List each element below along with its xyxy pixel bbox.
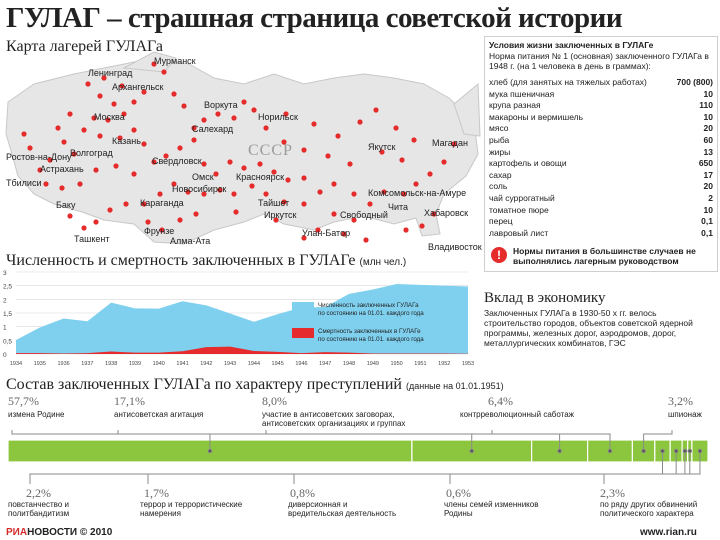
gulag-map bbox=[4, 44, 482, 254]
camp-marker bbox=[441, 159, 446, 164]
top-pct-2: 8,0% bbox=[262, 394, 287, 408]
x-tick-label: 1952 bbox=[438, 361, 451, 367]
leader-dot bbox=[208, 449, 212, 453]
x-tick-label: 1948 bbox=[342, 361, 356, 367]
camp-marker bbox=[231, 115, 236, 120]
leader-dot bbox=[698, 449, 702, 453]
x-tick-label: 1947 bbox=[319, 361, 332, 367]
ration-item: лавровый лист bbox=[489, 227, 549, 238]
footer-url[interactable]: www.rian.ru bbox=[640, 527, 697, 538]
x-tick-label: 1941 bbox=[176, 361, 189, 367]
camp-marker bbox=[97, 93, 102, 98]
ration-value: 10 bbox=[703, 111, 713, 122]
bottom-label-3: члены семей изменников Родины bbox=[444, 500, 539, 518]
camp-marker bbox=[311, 121, 316, 126]
logo-novosti: НОВОСТИ bbox=[27, 527, 78, 538]
camp-marker bbox=[59, 185, 64, 190]
camp-marker bbox=[107, 207, 112, 212]
bottom-label-0: повстанчество и политбандитизм bbox=[8, 500, 70, 518]
camp-marker bbox=[249, 183, 254, 188]
camp-marker bbox=[85, 81, 90, 86]
camp-marker bbox=[201, 117, 206, 122]
top-pct-4: 3,2% bbox=[668, 394, 693, 408]
camp-marker bbox=[251, 107, 256, 112]
city-label: Фрунзе bbox=[144, 226, 175, 236]
camp-marker bbox=[403, 227, 408, 232]
camp-marker bbox=[193, 211, 198, 216]
ration-item: хлеб (для занятых на тяжелых работах) bbox=[489, 77, 647, 87]
ration-value: 17 bbox=[703, 169, 713, 180]
city-label: Новосибирск bbox=[172, 184, 227, 194]
bottom-label-2: диверсионная и вредительская деятельность bbox=[288, 500, 397, 518]
top-label-2: участие в антисоветских заговорах, антисоветских организациях и группах bbox=[262, 410, 406, 428]
city-label: Архангельск bbox=[112, 82, 164, 92]
city-label: Комсомольск-на-Амуре bbox=[368, 188, 467, 198]
ration-row bbox=[489, 112, 713, 122]
leader-line bbox=[148, 451, 676, 484]
camp-marker bbox=[131, 99, 136, 104]
camp-marker bbox=[263, 125, 268, 130]
ration-value: 700 (800) bbox=[676, 77, 713, 87]
camp-marker bbox=[335, 133, 340, 138]
leader-dot bbox=[558, 449, 562, 453]
camp-marker bbox=[317, 189, 322, 194]
x-tick-label: 1953 bbox=[461, 361, 475, 367]
camp-marker bbox=[393, 125, 398, 130]
x-tick-label: 1937 bbox=[81, 361, 94, 367]
ration-row bbox=[489, 158, 713, 168]
ussr-label: СССР bbox=[248, 142, 293, 159]
footer-logo bbox=[6, 527, 112, 538]
leader-line bbox=[266, 430, 560, 451]
ration-value: 10 bbox=[703, 204, 713, 215]
ration-item: жиры bbox=[489, 146, 511, 157]
camp-marker bbox=[227, 159, 232, 164]
x-tick-label: 1942 bbox=[200, 361, 213, 367]
x-tick-label: 1945 bbox=[271, 361, 284, 367]
camp-marker bbox=[93, 167, 98, 172]
ration-value: 10 bbox=[703, 88, 713, 99]
camp-marker bbox=[93, 219, 98, 224]
camp-marker bbox=[427, 171, 432, 176]
economy-title: Вклад в экономику bbox=[484, 290, 606, 306]
camp-marker bbox=[145, 219, 150, 224]
camp-marker bbox=[367, 201, 372, 206]
leader-dot bbox=[688, 449, 692, 453]
leader-dot bbox=[642, 449, 646, 453]
city-label: Астрахань bbox=[40, 164, 84, 174]
camp-marker bbox=[81, 127, 86, 132]
camp-marker bbox=[123, 201, 128, 206]
legend-label: Численность заключенных ГУЛАГа bbox=[318, 302, 419, 309]
top-label-4: шпионаж bbox=[668, 410, 702, 419]
ration-item: мука пшеничная bbox=[489, 88, 555, 99]
top-label-3: контрреволюционный саботаж bbox=[460, 410, 575, 419]
camp-marker bbox=[141, 141, 146, 146]
legend-swatch bbox=[292, 302, 314, 312]
city-label: Якутск bbox=[368, 142, 396, 152]
y-tick-label: 3 bbox=[3, 270, 7, 277]
ration-row bbox=[489, 123, 713, 133]
panel-heading: Условия жизни заключенных в ГУЛАГе bbox=[489, 40, 654, 50]
camp-marker bbox=[331, 181, 336, 186]
warning-icon: ! bbox=[491, 247, 507, 263]
camp-marker bbox=[257, 161, 262, 166]
camp-marker bbox=[177, 145, 182, 150]
y-tick-label: 0,5 bbox=[3, 338, 13, 346]
ration-row bbox=[489, 228, 713, 238]
x-tick-label: 1943 bbox=[223, 361, 237, 367]
camp-marker bbox=[21, 131, 26, 136]
x-tick-label: 1951 bbox=[414, 361, 427, 367]
leader-line bbox=[30, 451, 663, 484]
ration-row bbox=[489, 135, 713, 145]
camp-marker bbox=[67, 213, 72, 218]
top-pct-0: 57,7% bbox=[8, 394, 39, 408]
ration-value: 20 bbox=[703, 123, 713, 134]
camp-marker bbox=[215, 111, 220, 116]
camp-marker bbox=[67, 111, 72, 116]
population-chart-svg bbox=[2, 268, 475, 368]
bottom-pct-3: 0,6% bbox=[446, 486, 471, 500]
camp-marker bbox=[81, 225, 86, 230]
x-tick-label: 1936 bbox=[57, 361, 70, 367]
camp-marker bbox=[97, 133, 102, 138]
city-label: Ростов-на-Дону bbox=[6, 152, 72, 162]
bottom-pct-4: 2,3% bbox=[600, 486, 625, 500]
camp-marker bbox=[233, 209, 238, 214]
camp-marker bbox=[131, 127, 136, 132]
camp-marker bbox=[161, 69, 166, 74]
ration-value: 650 bbox=[698, 158, 713, 169]
ration-row bbox=[489, 77, 713, 87]
camp-marker bbox=[241, 165, 246, 170]
camp-marker bbox=[157, 191, 162, 196]
city-label: Баку bbox=[56, 200, 76, 210]
ration-value: 60 bbox=[703, 135, 713, 145]
city-label: Иркутск bbox=[264, 210, 297, 220]
city-label: Мурманск bbox=[154, 56, 196, 66]
ration-item: сахар bbox=[489, 169, 512, 180]
camp-marker bbox=[301, 175, 306, 180]
ration-value: 20 bbox=[703, 181, 713, 192]
city-label: Омск bbox=[192, 172, 214, 182]
leader-line bbox=[12, 430, 210, 451]
city-label: Свердловск bbox=[152, 156, 202, 166]
camp-marker bbox=[285, 177, 290, 182]
population-unit: (млн чел.) bbox=[359, 257, 407, 268]
ration-row bbox=[489, 193, 713, 203]
city-label: Красноярск bbox=[236, 172, 285, 182]
page-title: ГУЛАГ – страшная страница советской истории bbox=[6, 2, 623, 34]
population-chart bbox=[2, 268, 475, 368]
x-tick-label: 1944 bbox=[247, 361, 261, 367]
leader-line bbox=[604, 451, 700, 484]
bottom-label-4: по ряду других обвинений политического характера bbox=[600, 500, 698, 518]
camp-marker bbox=[399, 157, 404, 162]
ration-row bbox=[489, 100, 713, 110]
city-label: Ташкент bbox=[74, 234, 110, 244]
ration-item: крупа разная bbox=[489, 100, 541, 111]
bottom-label-1: террор и террористические намерения bbox=[140, 500, 243, 518]
legend-label: по состоянию на 01.01. каждого года bbox=[318, 336, 424, 343]
leader-line bbox=[644, 430, 672, 451]
city-label: Улан-Батор bbox=[302, 228, 351, 238]
camp-marker bbox=[357, 119, 362, 124]
ration-row bbox=[489, 181, 713, 191]
x-tick-label: 1938 bbox=[105, 361, 118, 367]
leader-line bbox=[118, 430, 472, 451]
camp-marker bbox=[411, 137, 416, 142]
leader-dot bbox=[661, 449, 665, 453]
camp-marker bbox=[363, 237, 368, 242]
city-label: Владивосток bbox=[428, 242, 482, 252]
camp-marker bbox=[113, 163, 118, 168]
camp-marker bbox=[181, 103, 186, 108]
camp-marker bbox=[231, 191, 236, 196]
camp-marker bbox=[419, 223, 424, 228]
ration-row bbox=[489, 205, 713, 215]
camp-marker bbox=[171, 91, 176, 96]
leader-line bbox=[294, 451, 685, 484]
ration-item: картофель и овощи bbox=[489, 158, 567, 169]
camp-marker bbox=[201, 161, 206, 166]
population-title-text: Численность и смертность заключенных в ГУЛАГе bbox=[6, 252, 356, 269]
city-label: Ленинград bbox=[88, 68, 133, 78]
city-label: Воркута bbox=[204, 100, 238, 110]
ration-value: 0,1 bbox=[701, 227, 713, 238]
camp-marker bbox=[301, 201, 306, 206]
ration-item: чай суррогатный bbox=[489, 193, 555, 203]
x-tick-label: 1939 bbox=[128, 361, 142, 367]
ration-item: томатное пюре bbox=[489, 204, 549, 215]
city-label: Тайшет bbox=[258, 198, 290, 208]
city-label: Салехард bbox=[192, 124, 234, 134]
ration-value: 2 bbox=[708, 193, 713, 203]
top-label-0: измена Родине bbox=[8, 410, 65, 419]
economy-text: Заключенных ГУЛАГа в 1930-50 х гг. велось строительство городов, объектов советской ядерной программы, железных дорог, аэродромов, дорог, металлургических комбинатов, ГЭС bbox=[484, 308, 693, 348]
camp-marker bbox=[177, 217, 182, 222]
camp-marker bbox=[111, 101, 116, 106]
camp-marker bbox=[191, 137, 196, 142]
x-tick-label: 1946 bbox=[295, 361, 308, 367]
bottom-pct-0: 2,2% bbox=[26, 486, 51, 500]
composition-subtitle: (данные на 01.01.1951) bbox=[405, 381, 504, 391]
x-tick-label: 1934 bbox=[9, 361, 23, 367]
ration-row bbox=[489, 216, 713, 226]
bottom-pct-1: 1,7% bbox=[144, 486, 169, 500]
camp-marker bbox=[27, 145, 32, 150]
camp-marker bbox=[241, 99, 246, 104]
panel-subheading: Норма питания № 1 (основная) заключенного ГУЛАГа в 1948 г. (на 1 человека в день в граммах): bbox=[489, 51, 709, 71]
camp-marker bbox=[325, 153, 330, 158]
x-tick-label: 1940 bbox=[152, 361, 165, 367]
camp-marker bbox=[43, 181, 48, 186]
legend-swatch bbox=[292, 328, 314, 338]
leader-dot bbox=[683, 449, 687, 453]
city-label: Магадан bbox=[432, 138, 468, 148]
city-label: Волгоград bbox=[70, 148, 113, 158]
camp-marker bbox=[263, 191, 268, 196]
ration-item: рыба bbox=[489, 135, 510, 145]
logo-ria: РИА bbox=[6, 527, 28, 538]
camp-marker bbox=[413, 181, 418, 186]
city-label: Тбилиси bbox=[6, 178, 42, 188]
camp-marker bbox=[77, 181, 82, 186]
camp-marker bbox=[301, 147, 306, 152]
leader-line bbox=[492, 430, 610, 451]
warning-text: Нормы питания в большинстве случаев не выполнялись лагерным руководством bbox=[513, 246, 696, 266]
ration-row bbox=[489, 147, 713, 157]
camp-marker bbox=[351, 191, 356, 196]
legend-label: Смертность заключенных в ГУЛАГе bbox=[318, 328, 421, 335]
leader-line bbox=[450, 451, 690, 484]
copyright: © 2010 bbox=[79, 527, 113, 538]
ration-value: 0,1 bbox=[701, 216, 713, 227]
city-label: Хабаровск bbox=[424, 208, 469, 218]
city-label: Москва bbox=[94, 112, 125, 122]
camp-marker bbox=[61, 139, 66, 144]
living-conditions-panel bbox=[484, 36, 718, 272]
ration-value: 13 bbox=[703, 146, 713, 157]
y-tick-label: 1,5 bbox=[3, 311, 13, 318]
legend-label: по состоянию на 01.01. каждого года bbox=[318, 310, 424, 317]
city-label: Норильск bbox=[258, 112, 298, 122]
camp-marker bbox=[213, 171, 218, 176]
ration-row bbox=[489, 89, 713, 99]
camp-marker bbox=[131, 171, 136, 176]
x-tick-label: 1935 bbox=[33, 361, 46, 367]
top-pct-1: 17,1% bbox=[114, 394, 145, 408]
top-pct-3: 6,4% bbox=[488, 394, 513, 408]
series-area-0 bbox=[16, 284, 468, 354]
ration-item: мясо bbox=[489, 123, 509, 134]
composition-title bbox=[6, 376, 504, 394]
composition-leaders bbox=[0, 408, 720, 498]
y-tick-label: 2 bbox=[3, 297, 7, 305]
leader-dot bbox=[608, 449, 612, 453]
y-tick-label: 0 bbox=[3, 352, 7, 359]
city-label: Свободный bbox=[340, 210, 388, 220]
ration-item: макароны и вермишель bbox=[489, 111, 584, 122]
city-label: Алма-Ата bbox=[170, 236, 211, 246]
ration-value: 110 bbox=[699, 100, 713, 111]
city-label: Чита bbox=[388, 202, 409, 212]
camp-marker bbox=[373, 107, 378, 112]
city-label: Караганда bbox=[140, 198, 184, 208]
y-tick-label: 1 bbox=[3, 324, 7, 332]
x-tick-label: 1949 bbox=[366, 361, 379, 367]
y-tick-label: 2,5 bbox=[3, 283, 13, 291]
bottom-pct-2: 0,8% bbox=[290, 486, 315, 500]
ration-row bbox=[489, 170, 713, 180]
camp-marker bbox=[331, 211, 336, 216]
leader-dot bbox=[674, 449, 678, 453]
top-label-1: антисоветская агитация bbox=[114, 410, 204, 419]
camp-marker bbox=[55, 125, 60, 130]
leader-dot bbox=[470, 449, 474, 453]
x-tick-label: 1950 bbox=[390, 361, 403, 367]
city-label: Казань bbox=[112, 136, 141, 146]
ration-item: перец bbox=[489, 216, 513, 227]
ration-item: соль bbox=[489, 181, 508, 192]
camp-marker bbox=[347, 161, 352, 166]
map-title: Карта лагерей ГУЛАГа bbox=[6, 38, 163, 55]
composition-title-text: Состав заключенных ГУЛАГа по характеру преступлений bbox=[6, 376, 402, 393]
